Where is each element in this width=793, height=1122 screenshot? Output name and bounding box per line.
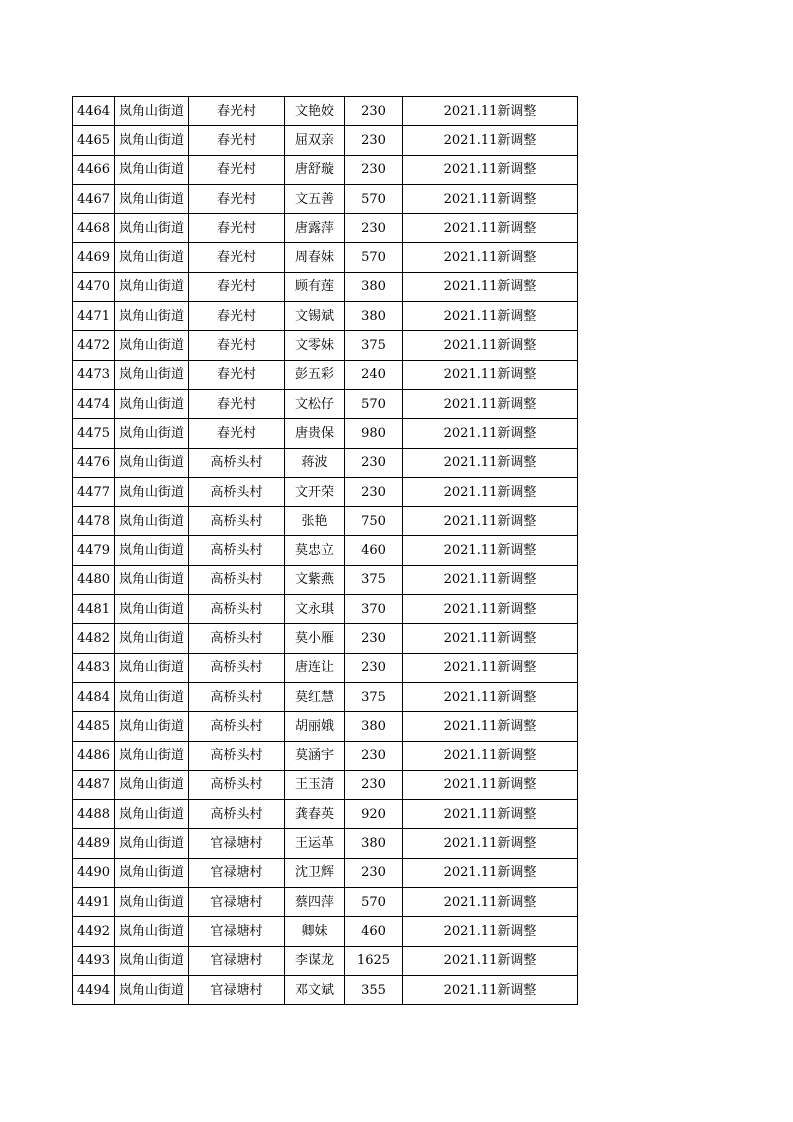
street-cell: 岚角山街道 bbox=[115, 477, 189, 506]
amount-cell: 240 bbox=[345, 360, 403, 389]
village-cell: 春光村 bbox=[189, 302, 285, 331]
village-cell: 高桥头村 bbox=[189, 770, 285, 799]
note-cell: 2021.11新调整 bbox=[403, 858, 578, 887]
village-cell: 春光村 bbox=[189, 389, 285, 418]
person-name-cell: 卿妹 bbox=[285, 917, 345, 946]
amount-cell: 355 bbox=[345, 975, 403, 1004]
village-cell: 春光村 bbox=[189, 126, 285, 155]
table-row bbox=[73, 507, 578, 536]
person-name-cell: 莫红慧 bbox=[285, 682, 345, 711]
note-cell: 2021.11新调整 bbox=[403, 507, 578, 536]
note-cell: 2021.11新调整 bbox=[403, 97, 578, 126]
table-row bbox=[73, 565, 578, 594]
person-name-cell: 王玉清 bbox=[285, 770, 345, 799]
person-name-cell: 唐舒璇 bbox=[285, 155, 345, 184]
street-cell: 岚角山街道 bbox=[115, 331, 189, 360]
village-cell: 高桥头村 bbox=[189, 536, 285, 565]
note-cell: 2021.11新调整 bbox=[403, 477, 578, 506]
amount-cell: 380 bbox=[345, 712, 403, 741]
amount-cell: 230 bbox=[345, 858, 403, 887]
row-index-cell: 4490 bbox=[73, 858, 115, 887]
village-cell: 春光村 bbox=[189, 243, 285, 272]
row-index-cell: 4488 bbox=[73, 800, 115, 829]
table-row bbox=[73, 858, 578, 887]
amount-cell: 230 bbox=[345, 126, 403, 155]
person-name-cell: 王运革 bbox=[285, 829, 345, 858]
village-cell: 春光村 bbox=[189, 97, 285, 126]
village-cell: 官禄塘村 bbox=[189, 858, 285, 887]
amount-cell: 750 bbox=[345, 507, 403, 536]
note-cell: 2021.11新调整 bbox=[403, 624, 578, 653]
amount-cell: 380 bbox=[345, 829, 403, 858]
village-cell: 高桥头村 bbox=[189, 565, 285, 594]
amount-cell: 230 bbox=[345, 624, 403, 653]
note-cell: 2021.11新调整 bbox=[403, 302, 578, 331]
note-cell: 2021.11新调整 bbox=[403, 126, 578, 155]
row-index-cell: 4473 bbox=[73, 360, 115, 389]
row-index-cell: 4465 bbox=[73, 126, 115, 155]
row-index-cell: 4467 bbox=[73, 184, 115, 213]
note-cell: 2021.11新调整 bbox=[403, 331, 578, 360]
note-cell: 2021.11新调整 bbox=[403, 712, 578, 741]
row-index-cell: 4478 bbox=[73, 507, 115, 536]
person-name-cell: 莫忠立 bbox=[285, 536, 345, 565]
note-cell: 2021.11新调整 bbox=[403, 888, 578, 917]
amount-cell: 375 bbox=[345, 331, 403, 360]
row-index-cell: 4485 bbox=[73, 712, 115, 741]
table-row bbox=[73, 214, 578, 243]
amount-cell: 230 bbox=[345, 214, 403, 243]
village-cell: 高桥头村 bbox=[189, 800, 285, 829]
table-row bbox=[73, 888, 578, 917]
amount-cell: 460 bbox=[345, 536, 403, 565]
row-index-cell: 4466 bbox=[73, 155, 115, 184]
amount-cell: 230 bbox=[345, 155, 403, 184]
table-row bbox=[73, 829, 578, 858]
row-index-cell: 4491 bbox=[73, 888, 115, 917]
person-name-cell: 龚春英 bbox=[285, 800, 345, 829]
row-index-cell: 4494 bbox=[73, 975, 115, 1004]
note-cell: 2021.11新调整 bbox=[403, 389, 578, 418]
street-cell: 岚角山街道 bbox=[115, 126, 189, 155]
table-row bbox=[73, 126, 578, 155]
village-cell: 春光村 bbox=[189, 155, 285, 184]
street-cell: 岚角山街道 bbox=[115, 770, 189, 799]
amount-cell: 375 bbox=[345, 565, 403, 594]
village-cell: 高桥头村 bbox=[189, 682, 285, 711]
row-index-cell: 4483 bbox=[73, 653, 115, 682]
table-row bbox=[73, 800, 578, 829]
street-cell: 岚角山街道 bbox=[115, 624, 189, 653]
street-cell: 岚角山街道 bbox=[115, 419, 189, 448]
street-cell: 岚角山街道 bbox=[115, 888, 189, 917]
note-cell: 2021.11新调整 bbox=[403, 243, 578, 272]
row-index-cell: 4479 bbox=[73, 536, 115, 565]
person-name-cell: 文永琪 bbox=[285, 595, 345, 624]
village-cell: 高桥头村 bbox=[189, 653, 285, 682]
amount-cell: 230 bbox=[345, 477, 403, 506]
row-index-cell: 4480 bbox=[73, 565, 115, 594]
note-cell: 2021.11新调整 bbox=[403, 770, 578, 799]
table-row bbox=[73, 448, 578, 477]
note-cell: 2021.11新调整 bbox=[403, 214, 578, 243]
street-cell: 岚角山街道 bbox=[115, 536, 189, 565]
village-cell: 春光村 bbox=[189, 214, 285, 243]
street-cell: 岚角山街道 bbox=[115, 360, 189, 389]
person-name-cell: 顾有莲 bbox=[285, 272, 345, 301]
note-cell: 2021.11新调整 bbox=[403, 448, 578, 477]
street-cell: 岚角山街道 bbox=[115, 829, 189, 858]
row-index-cell: 4470 bbox=[73, 272, 115, 301]
village-cell: 高桥头村 bbox=[189, 595, 285, 624]
amount-cell: 570 bbox=[345, 243, 403, 272]
row-index-cell: 4493 bbox=[73, 946, 115, 975]
person-name-cell: 文五善 bbox=[285, 184, 345, 213]
row-index-cell: 4484 bbox=[73, 682, 115, 711]
street-cell: 岚角山街道 bbox=[115, 243, 189, 272]
street-cell: 岚角山街道 bbox=[115, 800, 189, 829]
person-name-cell: 文艳姣 bbox=[285, 97, 345, 126]
row-index-cell: 4492 bbox=[73, 917, 115, 946]
amount-cell: 230 bbox=[345, 770, 403, 799]
table-row bbox=[73, 97, 578, 126]
street-cell: 岚角山街道 bbox=[115, 97, 189, 126]
note-cell: 2021.11新调整 bbox=[403, 741, 578, 770]
note-cell: 2021.11新调整 bbox=[403, 595, 578, 624]
table-row bbox=[73, 331, 578, 360]
amount-cell: 370 bbox=[345, 595, 403, 624]
street-cell: 岚角山街道 bbox=[115, 272, 189, 301]
row-index-cell: 4481 bbox=[73, 595, 115, 624]
row-index-cell: 4464 bbox=[73, 97, 115, 126]
row-index-cell: 4476 bbox=[73, 448, 115, 477]
street-cell: 岚角山街道 bbox=[115, 302, 189, 331]
note-cell: 2021.11新调整 bbox=[403, 565, 578, 594]
table-row bbox=[73, 272, 578, 301]
amount-cell: 230 bbox=[345, 653, 403, 682]
person-name-cell: 莫小雁 bbox=[285, 624, 345, 653]
note-cell: 2021.11新调整 bbox=[403, 682, 578, 711]
person-name-cell: 文零妹 bbox=[285, 331, 345, 360]
street-cell: 岚角山街道 bbox=[115, 565, 189, 594]
table-row bbox=[73, 770, 578, 799]
amount-cell: 460 bbox=[345, 917, 403, 946]
person-name-cell: 屈双亲 bbox=[285, 126, 345, 155]
amount-cell: 375 bbox=[345, 682, 403, 711]
row-index-cell: 4474 bbox=[73, 389, 115, 418]
person-name-cell: 文锡斌 bbox=[285, 302, 345, 331]
street-cell: 岚角山街道 bbox=[115, 448, 189, 477]
note-cell: 2021.11新调整 bbox=[403, 800, 578, 829]
note-cell: 2021.11新调整 bbox=[403, 829, 578, 858]
street-cell: 岚角山街道 bbox=[115, 653, 189, 682]
amount-cell: 1625 bbox=[345, 946, 403, 975]
street-cell: 岚角山街道 bbox=[115, 712, 189, 741]
row-index-cell: 4475 bbox=[73, 419, 115, 448]
street-cell: 岚角山街道 bbox=[115, 507, 189, 536]
village-cell: 官禄塘村 bbox=[189, 888, 285, 917]
table-row bbox=[73, 243, 578, 272]
street-cell: 岚角山街道 bbox=[115, 214, 189, 243]
row-index-cell: 4469 bbox=[73, 243, 115, 272]
person-name-cell: 文松仔 bbox=[285, 389, 345, 418]
table-row bbox=[73, 595, 578, 624]
table-row bbox=[73, 624, 578, 653]
person-name-cell: 沈卫辉 bbox=[285, 858, 345, 887]
row-index-cell: 4471 bbox=[73, 302, 115, 331]
village-cell: 春光村 bbox=[189, 331, 285, 360]
table-row bbox=[73, 682, 578, 711]
street-cell: 岚角山街道 bbox=[115, 184, 189, 213]
village-cell: 高桥头村 bbox=[189, 448, 285, 477]
table-row bbox=[73, 389, 578, 418]
village-cell: 高桥头村 bbox=[189, 477, 285, 506]
person-name-cell: 唐连让 bbox=[285, 653, 345, 682]
person-name-cell: 文开荣 bbox=[285, 477, 345, 506]
amount-cell: 380 bbox=[345, 272, 403, 301]
amount-cell: 980 bbox=[345, 419, 403, 448]
row-index-cell: 4487 bbox=[73, 770, 115, 799]
table-row bbox=[73, 741, 578, 770]
person-name-cell: 莫涵宇 bbox=[285, 741, 345, 770]
table-row bbox=[73, 477, 578, 506]
row-index-cell: 4477 bbox=[73, 477, 115, 506]
amount-cell: 920 bbox=[345, 800, 403, 829]
note-cell: 2021.11新调整 bbox=[403, 536, 578, 565]
street-cell: 岚角山街道 bbox=[115, 858, 189, 887]
amount-cell: 570 bbox=[345, 888, 403, 917]
table-row bbox=[73, 360, 578, 389]
person-name-cell: 张艳 bbox=[285, 507, 345, 536]
note-cell: 2021.11新调整 bbox=[403, 419, 578, 448]
street-cell: 岚角山街道 bbox=[115, 946, 189, 975]
street-cell: 岚角山街道 bbox=[115, 155, 189, 184]
street-cell: 岚角山街道 bbox=[115, 682, 189, 711]
row-index-cell: 4486 bbox=[73, 741, 115, 770]
amount-cell: 230 bbox=[345, 97, 403, 126]
person-name-cell: 唐贵保 bbox=[285, 419, 345, 448]
village-cell: 高桥头村 bbox=[189, 624, 285, 653]
note-cell: 2021.11新调整 bbox=[403, 946, 578, 975]
amount-cell: 570 bbox=[345, 389, 403, 418]
row-index-cell: 4489 bbox=[73, 829, 115, 858]
street-cell: 岚角山街道 bbox=[115, 741, 189, 770]
note-cell: 2021.11新调整 bbox=[403, 155, 578, 184]
village-cell: 春光村 bbox=[189, 184, 285, 213]
amount-cell: 570 bbox=[345, 184, 403, 213]
person-name-cell: 周春妹 bbox=[285, 243, 345, 272]
amount-cell: 230 bbox=[345, 448, 403, 477]
table-row bbox=[73, 419, 578, 448]
village-cell: 春光村 bbox=[189, 272, 285, 301]
note-cell: 2021.11新调整 bbox=[403, 184, 578, 213]
amount-cell: 380 bbox=[345, 302, 403, 331]
person-name-cell: 邓文斌 bbox=[285, 975, 345, 1004]
table-row bbox=[73, 184, 578, 213]
note-cell: 2021.11新调整 bbox=[403, 360, 578, 389]
note-cell: 2021.11新调整 bbox=[403, 917, 578, 946]
table-row bbox=[73, 302, 578, 331]
row-index-cell: 4472 bbox=[73, 331, 115, 360]
village-cell: 高桥头村 bbox=[189, 507, 285, 536]
amount-cell: 230 bbox=[345, 741, 403, 770]
street-cell: 岚角山街道 bbox=[115, 389, 189, 418]
note-cell: 2021.11新调整 bbox=[403, 975, 578, 1004]
village-cell: 高桥头村 bbox=[189, 741, 285, 770]
person-name-cell: 胡丽娥 bbox=[285, 712, 345, 741]
table-row bbox=[73, 946, 578, 975]
person-name-cell: 蒋波 bbox=[285, 448, 345, 477]
person-name-cell: 李谋龙 bbox=[285, 946, 345, 975]
village-cell: 官禄塘村 bbox=[189, 975, 285, 1004]
street-cell: 岚角山街道 bbox=[115, 595, 189, 624]
note-cell: 2021.11新调整 bbox=[403, 272, 578, 301]
table-row bbox=[73, 155, 578, 184]
row-index-cell: 4482 bbox=[73, 624, 115, 653]
data-table bbox=[72, 96, 578, 1005]
row-index-cell: 4468 bbox=[73, 214, 115, 243]
street-cell: 岚角山街道 bbox=[115, 975, 189, 1004]
person-name-cell: 蔡四萍 bbox=[285, 888, 345, 917]
village-cell: 高桥头村 bbox=[189, 712, 285, 741]
village-cell: 官禄塘村 bbox=[189, 946, 285, 975]
village-cell: 官禄塘村 bbox=[189, 917, 285, 946]
village-cell: 春光村 bbox=[189, 419, 285, 448]
table-row bbox=[73, 712, 578, 741]
table-row bbox=[73, 653, 578, 682]
village-cell: 官禄塘村 bbox=[189, 829, 285, 858]
street-cell: 岚角山街道 bbox=[115, 917, 189, 946]
person-name-cell: 文紫燕 bbox=[285, 565, 345, 594]
table-row bbox=[73, 975, 578, 1004]
person-name-cell: 彭五彩 bbox=[285, 360, 345, 389]
table-row bbox=[73, 917, 578, 946]
person-name-cell: 唐露萍 bbox=[285, 214, 345, 243]
village-cell: 春光村 bbox=[189, 360, 285, 389]
note-cell: 2021.11新调整 bbox=[403, 653, 578, 682]
table-body bbox=[73, 97, 578, 1005]
table-row bbox=[73, 536, 578, 565]
